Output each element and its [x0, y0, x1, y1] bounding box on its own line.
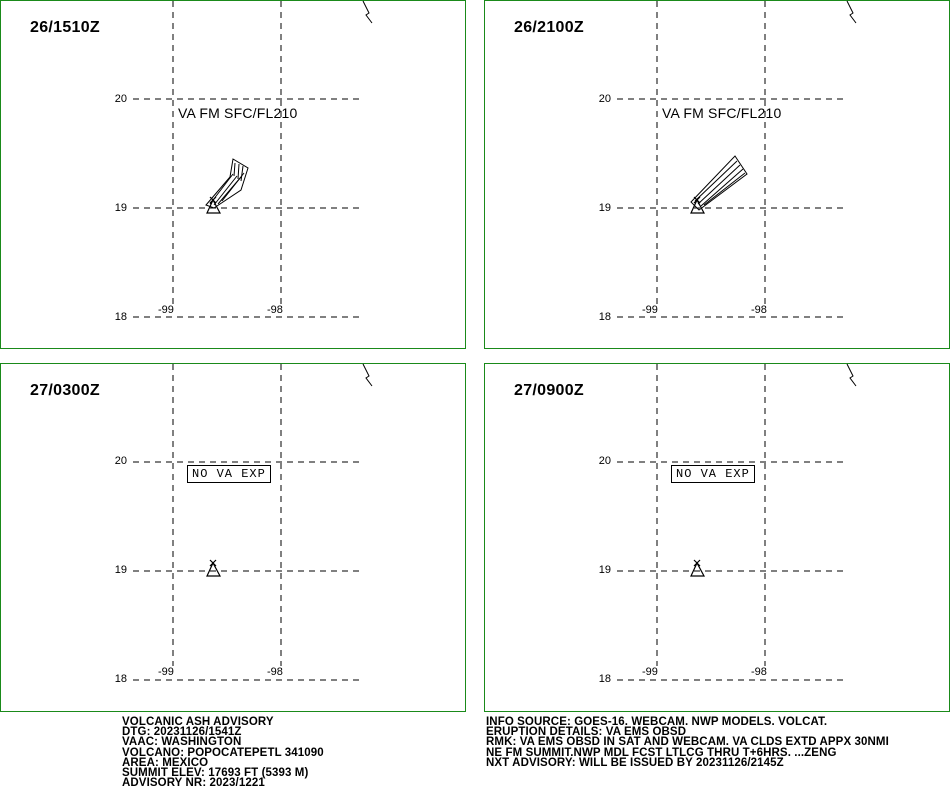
- map-panel-3: [0, 363, 466, 712]
- map-grid: [1, 1, 467, 350]
- lat-label-19: 19: [114, 564, 127, 576]
- panel-time: 26/1510Z: [30, 19, 101, 36]
- lat-label-18: 18: [598, 311, 611, 323]
- panel-time: 26/2100Z: [514, 19, 585, 36]
- volcano-symbol-icon: [691, 560, 704, 576]
- lat-label-20: 20: [598, 93, 611, 105]
- advisory-line: AREA: MEXICO: [122, 756, 209, 769]
- advisory-line: INFO SOURCE: GOES-16. WEBCAM. NWP MODELS. VOLCAT.: [486, 716, 828, 728]
- map-grid: [485, 1, 950, 350]
- va-height-label: VA FM SFC/FL210: [662, 105, 782, 121]
- lat-label-18: 18: [114, 311, 127, 323]
- panel-time: 27/0900Z: [514, 382, 585, 399]
- map-grid: [1, 364, 467, 713]
- coastline-icon: [363, 364, 372, 386]
- lon-label-98: -98: [267, 304, 283, 316]
- map-panel-2: [484, 0, 950, 349]
- advisory-header-left: [122, 717, 324, 788]
- advisory-line: DTG: 20231126/1541Z: [122, 726, 242, 739]
- va-height-label: VA FM SFC/FL210: [178, 105, 298, 121]
- lon-label-98: -98: [267, 666, 283, 678]
- lon-label-99: -99: [158, 304, 174, 316]
- advisory-line: ERUPTION DETAILS: VA EMS OBSD: [486, 726, 687, 739]
- coastline-icon: [847, 1, 856, 23]
- lon-label-98: -98: [751, 666, 767, 678]
- coastline-icon: [363, 1, 372, 23]
- lat-label-18: 18: [598, 673, 611, 685]
- advisory-line: VOLCANIC ASH ADVISORY: [122, 716, 274, 728]
- lon-label-99: -99: [642, 304, 658, 316]
- no-va-expected-label: NO VA EXP: [187, 465, 271, 483]
- no-va-expected-label: NO VA EXP: [671, 465, 755, 483]
- panel-time: 27/0300Z: [30, 382, 101, 399]
- advisory-line: VAAC: WASHINGTON: [122, 736, 242, 749]
- lat-label-19: 19: [598, 564, 611, 576]
- advisory-details-right: [486, 717, 889, 768]
- lat-label-19: 19: [598, 202, 611, 214]
- lat-label-18: 18: [114, 673, 127, 685]
- advisory-line: SUMMIT ELEV: 17693 FT (5393 M): [122, 766, 309, 779]
- map-grid: [485, 364, 950, 713]
- advisory-line: NE FM SUMMIT.NWP MDL FCST LTLCG THRU T+6HRS. ...ZENG: [486, 746, 837, 759]
- advisory-line: NXT ADVISORY: WILL BE ISSUED BY 20231126/2145Z: [486, 756, 784, 769]
- advisory-line: ADVISORY NR: 2023/1221: [122, 777, 265, 790]
- lat-label-20: 20: [114, 93, 127, 105]
- map-panel-4: [484, 363, 950, 712]
- lon-label-99: -99: [158, 666, 174, 678]
- lat-label-19: 19: [114, 202, 127, 214]
- lon-label-99: -99: [642, 666, 658, 678]
- advisory-line: RMK: VA EMS OBSD IN SAT AND WEBCAM. VA CLDS EXTD APPX 30NMI: [486, 736, 889, 749]
- map-panel-1: [0, 0, 466, 349]
- lat-label-20: 20: [598, 455, 611, 467]
- coastline-icon: [847, 364, 856, 386]
- lon-label-98: -98: [751, 304, 767, 316]
- lat-label-20: 20: [114, 455, 127, 467]
- advisory-line: VOLCANO: POPOCATEPETL 341090: [122, 746, 324, 759]
- volcano-symbol-icon: [207, 560, 220, 576]
